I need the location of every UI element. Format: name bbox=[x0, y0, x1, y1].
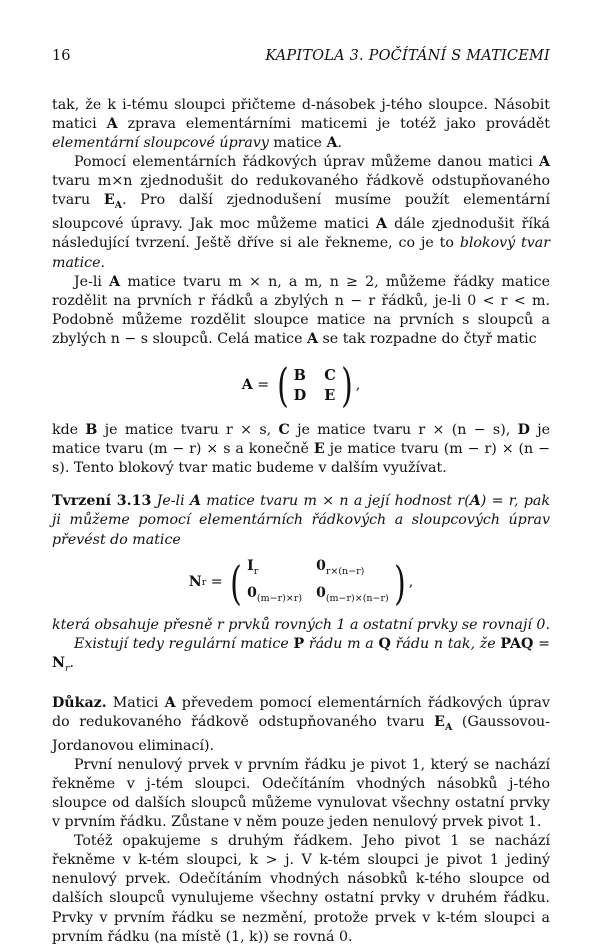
matrix-symbol: E bbox=[313, 441, 325, 458]
zero-symbol: 0 bbox=[247, 585, 257, 602]
normal-form-equation bbox=[52, 552, 550, 614]
left-paren: ( bbox=[230, 555, 243, 610]
text-run: = bbox=[533, 635, 550, 652]
text-run: ) = r, pak ji můžeme pomocí elementárních řádkových a sloupcových úprav převést do matice bbox=[52, 493, 550, 548]
matrix-symbol: A bbox=[375, 216, 387, 233]
matrix-cell: D bbox=[293, 386, 307, 404]
matrix-symbol: A bbox=[106, 116, 118, 133]
proof-paragraph-2: První nenulový prvek v prvním řádku je pivot 1, který se nachází řekněme v j-tém sloupci. Odečítáním vhodných násobků j-tého sloupce od dalších sloupců můžeme vynulovat všechny ostatní prvky v prvním řádku. Zůstane v něm pouze jeden nenulový prvek pivot 1. bbox=[52, 756, 550, 831]
term-emphasis: elementární sloupcové úpravy bbox=[52, 135, 269, 152]
page-number: 16 bbox=[52, 48, 71, 64]
theorem-block bbox=[52, 492, 550, 677]
matrix-cell bbox=[316, 557, 389, 581]
theorem-statement bbox=[52, 492, 550, 549]
text-run: řádu n tak, že bbox=[390, 635, 501, 652]
matrix-product: PAQ bbox=[500, 635, 534, 652]
paragraph-1 bbox=[52, 96, 550, 153]
matrix-symbol: B bbox=[85, 422, 98, 439]
equals-sign: = bbox=[252, 376, 274, 393]
zero-symbol: 0 bbox=[316, 558, 326, 575]
text-run: dále zjednodušit říká následující tvrzení. Ještě dříve si ale řekneme, co je to bbox=[52, 216, 550, 252]
subscript: (m−r)×r) bbox=[256, 592, 303, 604]
right-paren: ) bbox=[340, 358, 353, 413]
equation-lhs: A bbox=[241, 376, 253, 393]
theorem-continuation: která obsahuje přesně r prvků rovných 1 a ostatní prvky se rovnají 0. bbox=[52, 616, 550, 633]
matrix-symbol: C bbox=[278, 422, 290, 439]
zero-symbol: 0 bbox=[316, 585, 326, 602]
right-paren: ) bbox=[393, 555, 406, 610]
text-run: matice bbox=[268, 135, 327, 152]
subscript: A bbox=[114, 200, 123, 212]
matrix-symbol: E bbox=[434, 713, 445, 730]
proof-paragraph-1 bbox=[52, 694, 550, 756]
text-run: matice tvaru m × n a její hodnost r( bbox=[200, 493, 470, 510]
subscript: (m−r)×(n−r) bbox=[325, 592, 389, 604]
text-run: kde bbox=[52, 422, 86, 439]
matrix-cell: C bbox=[324, 366, 336, 384]
matrix-symbol: P bbox=[293, 635, 305, 652]
matrix-symbol: A bbox=[326, 135, 338, 152]
block-matrix-equation bbox=[52, 355, 550, 415]
matrix-symbol: E bbox=[103, 192, 115, 209]
matrix-grid bbox=[245, 557, 391, 608]
text-run: Je-li bbox=[74, 273, 110, 290]
matrix-symbol: N bbox=[52, 654, 65, 671]
text-run: . bbox=[337, 135, 342, 152]
body-text bbox=[52, 96, 550, 947]
text-run: . Pro další zjednodušení musíme použít elementární sloupcové úpravy. Jak moc můžeme matici bbox=[52, 192, 551, 233]
proof-label: Důkaz. bbox=[52, 694, 107, 711]
text-run: je matice tvaru (m − r) × (n − s). Tento blokový tvar matic budeme v dalším využívat. bbox=[52, 441, 550, 477]
text-run: se tak rozpadne do čtyř matic bbox=[318, 330, 537, 347]
matrix-symbol: Q bbox=[378, 635, 391, 652]
proof-block bbox=[52, 694, 550, 947]
subscript: r bbox=[64, 662, 70, 674]
paragraph-3 bbox=[52, 273, 550, 349]
block-matrix bbox=[274, 358, 356, 413]
proof-paragraph-3: Totéž opakujeme s druhým řádkem. Jeho pivot 1 se nachází řekněme v k-tém sloupci, k > j. V k-tém sloupci je pivot 1 jediný nenulový prvek. Odečítáním vhodných násobků k-tého sloupce od dalších sloupců vynulujeme všechny ostatní prvky v druhém řádku. Prvky v prvním řádku se nezmění, protože prvek v k-tém sloupci a prvním řádku (na místě (1, k)) se rovná 0. bbox=[52, 833, 550, 945]
text-run: Matici bbox=[106, 694, 165, 711]
matrix-cell bbox=[247, 557, 302, 581]
text-run: . bbox=[69, 654, 75, 671]
subscript: A bbox=[444, 721, 453, 733]
page-header bbox=[52, 48, 550, 68]
equation-punct: , bbox=[408, 574, 414, 591]
matrix-grid bbox=[292, 366, 338, 405]
text-run: zprava elementárními maticemi je totéž jako provádět bbox=[117, 116, 550, 133]
theorem-label: Tvrzení 3.13 bbox=[52, 493, 152, 510]
equation-lhs: N bbox=[188, 574, 202, 591]
equation-punct: , bbox=[355, 376, 361, 393]
subscript: r×(n−r) bbox=[325, 566, 365, 578]
paragraph-4 bbox=[52, 421, 550, 478]
matrix-cell: E bbox=[324, 386, 336, 404]
running-head: KAPITOLA 3. POČÍTÁNÍ S MATICEMI bbox=[265, 48, 550, 64]
paragraph-2 bbox=[52, 153, 550, 272]
normal-form-matrix bbox=[227, 557, 408, 608]
text-run: převedem pomocí elementárních řádkových úprav do redukovaného řádkově odstupňovaného tvaru bbox=[52, 694, 550, 730]
left-paren: ( bbox=[276, 358, 289, 413]
text-run: Existují tedy regulární matice bbox=[74, 635, 294, 652]
text-run: je matice tvaru r × (n − s), bbox=[289, 422, 518, 439]
matrix-symbol: A bbox=[538, 154, 550, 171]
text-run: . bbox=[100, 254, 106, 271]
matrix-cell: B bbox=[293, 366, 306, 384]
matrix-symbol: A bbox=[109, 273, 121, 290]
equals-sign: = bbox=[206, 574, 228, 591]
text-run: je matice tvaru r × s, bbox=[97, 422, 279, 439]
text-run: tak, že k i-tému sloupci přičteme d-násobek j-tého sloupce. Násobit matici bbox=[52, 97, 550, 133]
matrix-symbol: D bbox=[517, 422, 530, 439]
text-run: tvaru m×n zjednodušit do redukovaného řádkově odstupňovaného tvaru bbox=[52, 173, 550, 209]
matrix-cell bbox=[247, 584, 302, 608]
text-run: matice tvaru m × n, a m, n ≥ 2, můžeme řádky matice rozdělit na prvních r řádků a zbylých n − r řádků, je-li 0 < r < m. Podobně můžeme rozdělit sloupce matice na prvních s sloupců a zbylých n − s sloupců. Celá matice bbox=[52, 273, 550, 347]
text-run: Je-li bbox=[151, 493, 190, 510]
theorem-corollary bbox=[52, 635, 550, 678]
text-run: je matice tvaru (m − r) × s a konečně bbox=[52, 422, 550, 458]
matrix-symbol: A bbox=[307, 330, 319, 347]
identity-symbol: I bbox=[247, 558, 254, 575]
matrix-cell bbox=[316, 584, 389, 608]
subscript: r bbox=[201, 577, 207, 589]
text-run: (Gaussovou-Jordanovou eliminací). bbox=[52, 713, 550, 754]
matrix-symbol: A bbox=[164, 694, 176, 711]
term-emphasis: blokový tvar matice bbox=[52, 235, 551, 271]
text-run: Pomocí elementárních řádkových úprav můžeme danou matici bbox=[74, 154, 539, 171]
text-run: řádu m a bbox=[304, 635, 379, 652]
matrix-symbol: A bbox=[189, 493, 201, 510]
subscript: r bbox=[253, 566, 259, 578]
matrix-symbol: A bbox=[469, 493, 481, 510]
